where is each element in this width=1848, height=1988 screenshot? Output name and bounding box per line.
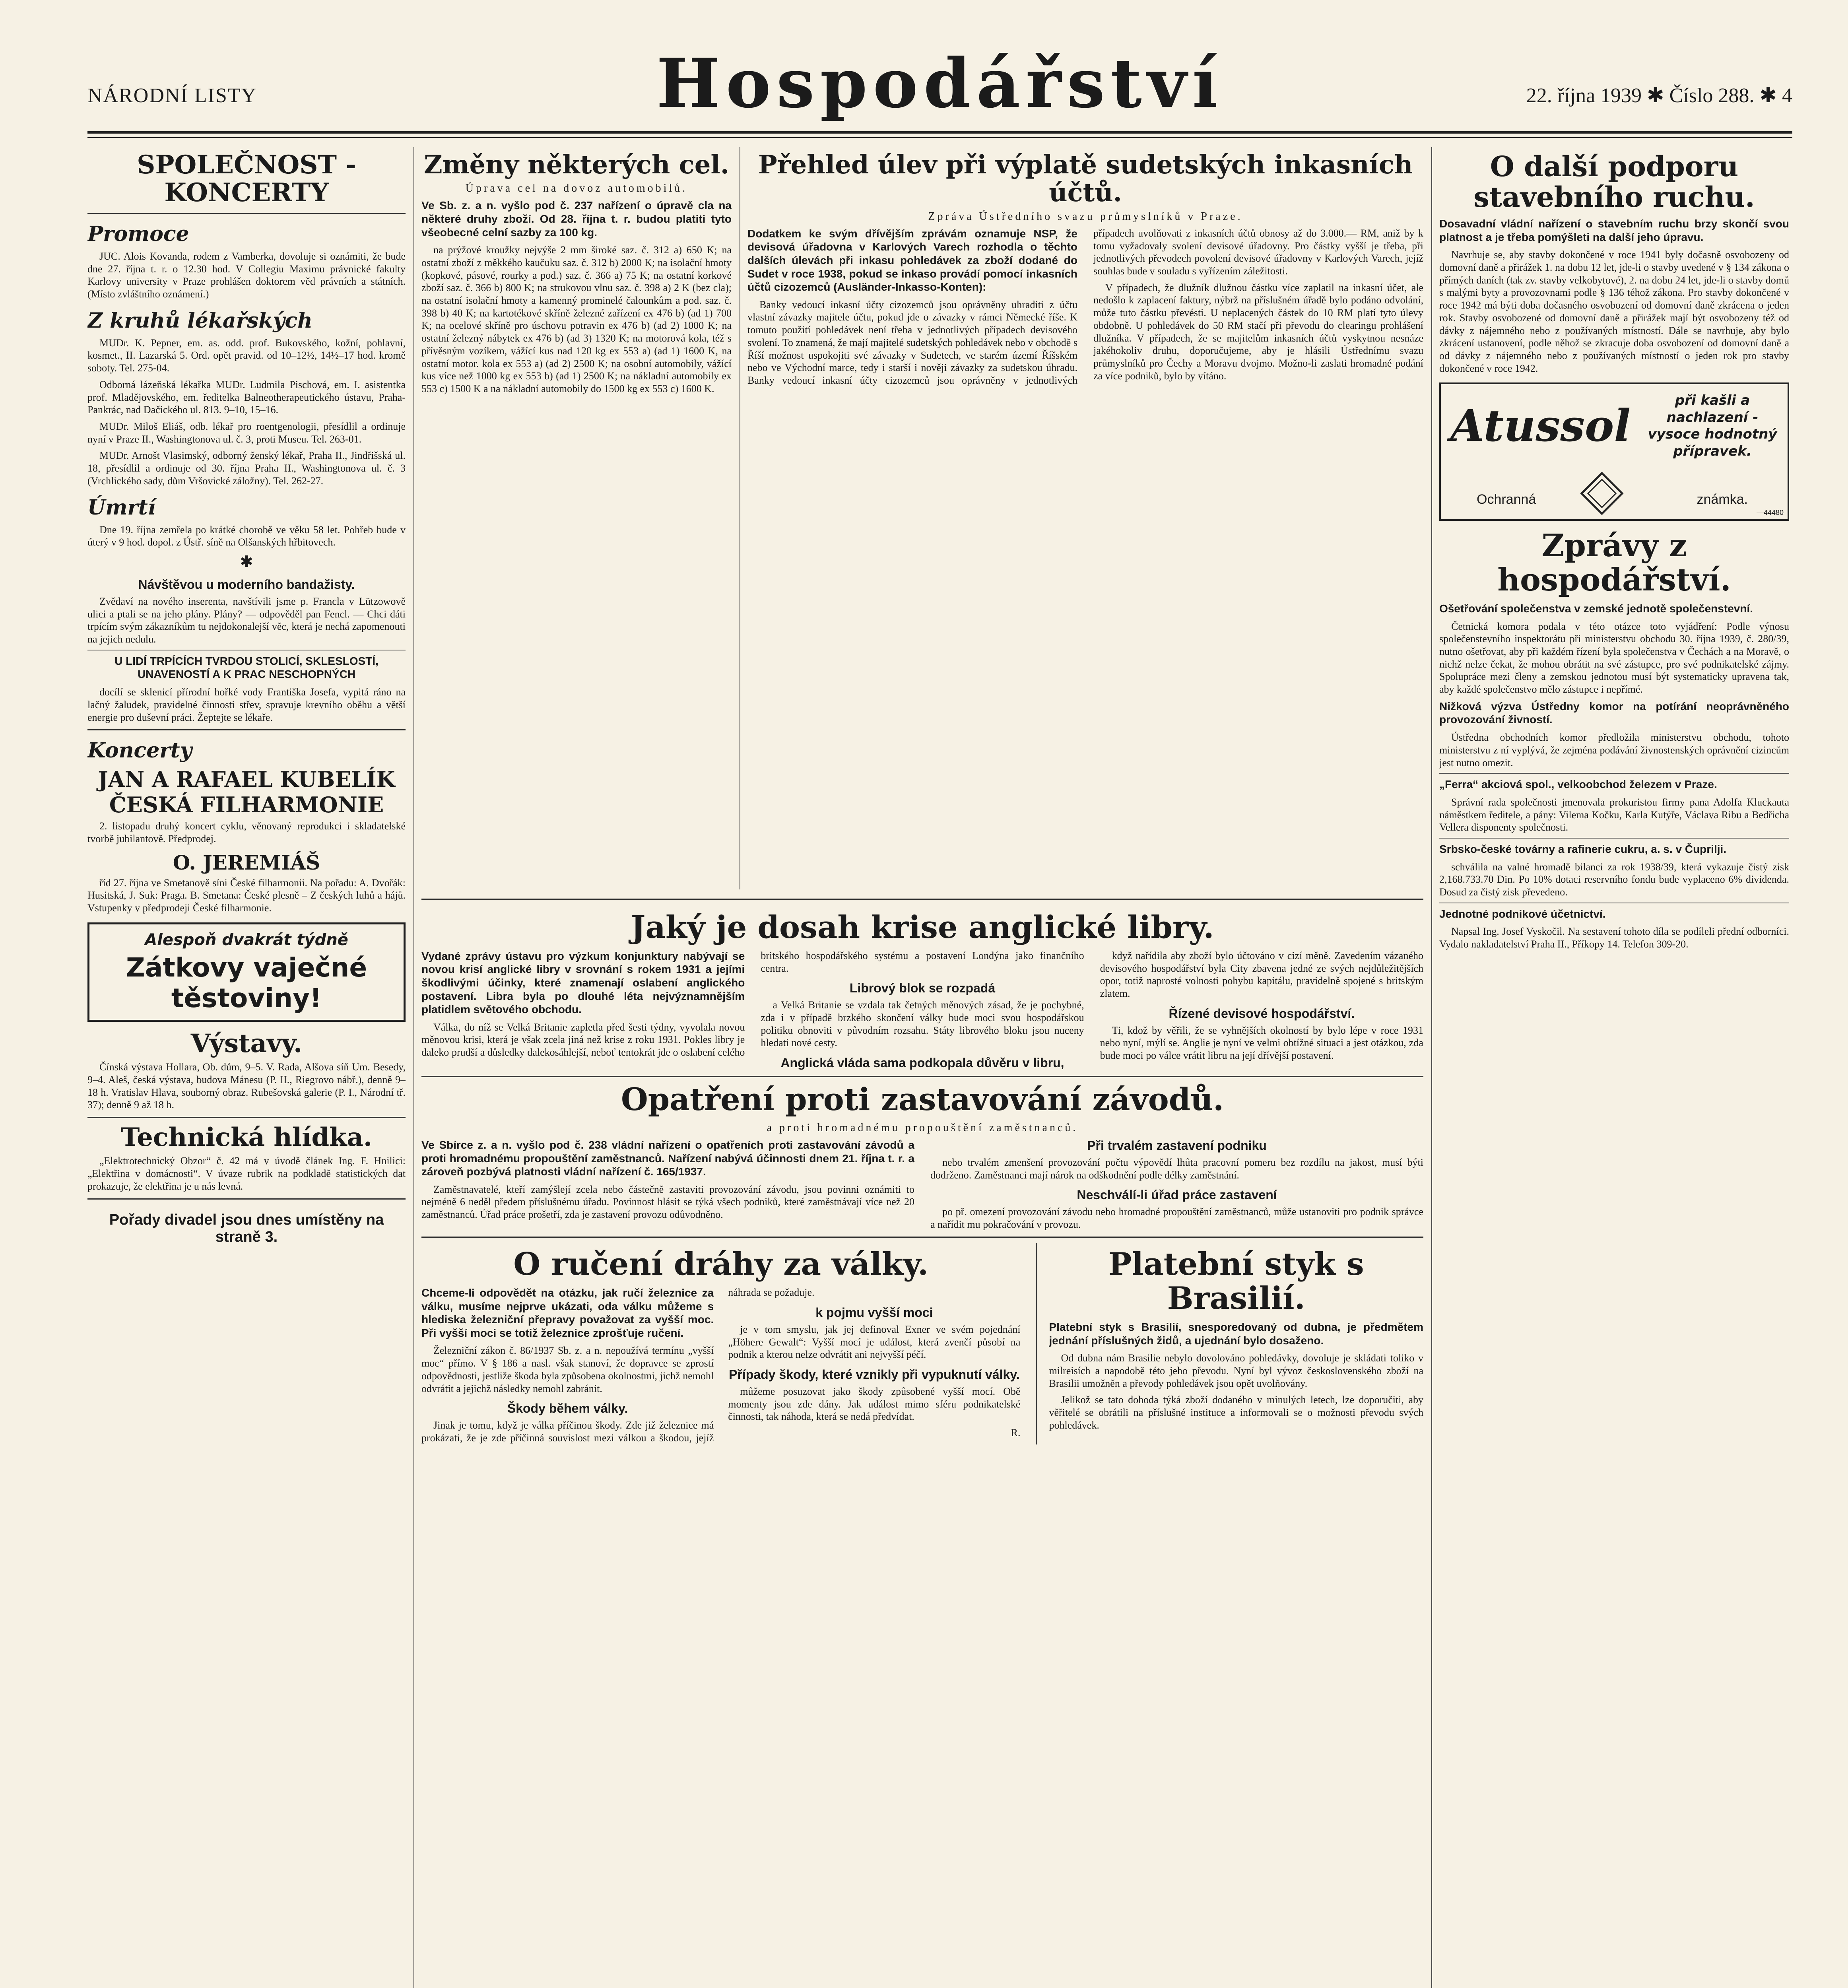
construction-text: Navrhuje se, aby stavby dokončené v roce 1941 byly dočasně osvobozeny od domovní daně a přirážek 1. na dobu 12 let, jde-li o stavby uvedené v § 134 zákona o přímých daních (tak zv. stavby velkobytové), 2. na dobu 24 let, jde-li o stavby domů s malými byty a provozovnami podle § 136 téhož zákona. Pro stavby dokončené v roce 1942 má býti doba dočasného osvobození od domovní daně zkrácena o jeden rok. Stavby osvobozené od domovní daně a přirážek mají být osvobozeny též od dávky z nájemného nebo z používaných místností. Dále se navrhuje, aby bylo zkrácení ustanovení, podle něhož se zkracuje doba osvobození od domovní daně a od dávky z nájemného nebo z používaných místností o jeden rok pro stavby dokončené v roce 1942. — [1439, 249, 1789, 374]
brazil-title: Platební styk s Brasilií. — [1108, 1246, 1364, 1317]
factories-subhead: Neschválí-li úřad práce zastavení — [1077, 1188, 1277, 1202]
bandagist-text: Zvědaví na nového inserenta, navštívili jsme p. Francla v Lützowově ulici a ptali se na jeho plány. Plány? — odpověděl pan Fencl. — Chci dáti trpícím svým zákazníkům tu nejdokonalejší věc, která je nechá zapomenouti na jejich nedulu. — [87, 596, 406, 645]
pound-subhead: Řízené devisové hospodářství. — [1169, 1006, 1355, 1021]
masthead-rule — [87, 131, 1792, 134]
column-title: SPOLEČNOST - KONCERTY — [137, 150, 356, 208]
brazil-article — [1036, 1243, 1423, 1444]
divider — [421, 1076, 1423, 1077]
lekari-text: MUDr. Arnošt Vlasimský, odborný ženský lékař, Praha II., Jindřišská ul. 18, přesídlil a ordinuje od 30. října Praha II., Washingtonova ul. č. 3 (Vrchlického sady, dům Vršovické záložny). Tel. 262-27. — [87, 450, 406, 487]
ad-headline: Zátkovy vaječné těstoviny! — [126, 952, 367, 1013]
pound-subhead: Anglická vláda sama podkopala důvěru v libru, — [780, 1056, 1064, 1070]
railway-subhead: Škody během války. — [507, 1401, 628, 1416]
customs-kicker: Úprava cel na dovoz automobilů. — [465, 182, 688, 195]
brazil-text: Jelikož se tato dohoda týká zboží dodaného v minulých letech, lze doporučiti, aby věřitelé se obrátili na příslušné instituce a informovali se o možnosti převodu svých pohledávek. — [1049, 1394, 1423, 1431]
pound-text: Ti, kdož by věřili, že se vyhnějších okolností by bylo lépe v roce 1931 nebo nyní, mýlí se. Anglie je nyní ve velmi obtížné situaci a jest otázkou, zda bude moci po válce vrátit libru na její dřívější postavení. — [1100, 1024, 1423, 1062]
divider — [1439, 773, 1789, 774]
construction-lead: Dosavadní vládní nařízení o stavebním ruchu brzy skončí svou platnost a je třeba pomýšleti na další jeho úpravu. — [1439, 217, 1789, 243]
news-text: Ústředna obchodních komor předložila ministerstvu obchodu, tohoto ministerstvu z ní vyplývá, že zejména podávání živnostenských oprávnění cizincům jest nutno omezit. — [1439, 732, 1789, 769]
technicka-text: „Elektrotechnický Obzor“ č. 42 má v úvodě článek Ing. F. Hnilici: „Elektřina v domácnosti“. V úvaze rubrik na podkladě statistických dat prokazuje, že elektřina je u nás levná. — [87, 1155, 406, 1192]
factories-text: nebo trvalém zmenšení provozování počtu výpovědí lhůta pracovní pomeru bez rozdílu na jakost, musí býti dodrženo. Zaměstnanci mají nárok na odškodnění podle délky zaměstnání. — [930, 1156, 1423, 1181]
divider — [1439, 838, 1789, 839]
srbsko-heading: Srbsko-české továrny a rafinerie cukru, a. s. v Čuprilji. — [1439, 843, 1727, 855]
divider — [87, 729, 406, 730]
pound-lead: Vydané zprávy ústavu pro výzkum konjunktury nabývají se novou krisí anglické libry v srovnání s rokem 1931 a jejími škodlivými účinky, které znamenají oslabení anglického postavení. Libra byla po dlouhé léta nejvýznamnějším platidlem světového obchodu. — [421, 949, 745, 1016]
railway-body — [421, 1286, 1020, 1444]
pound-title: Jaký je dosah krise anglické libry. — [631, 909, 1214, 945]
railway-text: Železniční zákon č. 86/1937 Sb. z. a n. nepoužívá termínu „vyšší moc“ přímo. V § 186 a nasl. však stanoví, že dopravce se zprostí odpovědnosti, jestliže škoda byla způsobena okolnostmi, jichž nemohl odvrátit a jejichž následky nemohl zabránit. — [421, 1345, 714, 1394]
ad-brand: Atussol — [1450, 400, 1631, 452]
ad-slogan: při kašli a nachlazení - vysoce hodnotný přípravek. — [1648, 392, 1777, 459]
ad-mark-label: známka. — [1697, 492, 1748, 507]
divider — [421, 1237, 1423, 1238]
bandagist-heading: Návštěvou u moderního bandažisty. — [138, 577, 355, 592]
dateline: 22. října 1939 ✱ Číslo 288. ✱ 4 — [1526, 84, 1792, 107]
accounting-text: Napsal Ing. Josef Vyskočil. Na sestavení tohoto díla se podíleli přední odborníci. Vydalo nakladatelství Praha II., Příkopy 14. Telefon 309-20. — [1439, 926, 1789, 950]
factories-text: Zaměstnavatelé, kteří zamýšlejí zcela nebo částečně zastaviti provozování závodu, jsou povinni oznámiti to nejméně 6 neděl předem příslušnému úřadu. Povinnost hlásit se týká všech podniků, které zaměstnávají více než 20 zaměstnanců. Úřad práce prošetří, zda je zastavení provozu odůvodněno. — [421, 1183, 914, 1221]
railway-article — [421, 1243, 1020, 1444]
srbsko-text: schválila na valné hromadě bilanci za rok 1938/39, která vykazuje čistý zisk 2,168.733.70 Din. Po 10% dotaci reservního fondu bude vyplaceno 6% dividenda. Dosud za čistý zisk převedeno. — [1439, 861, 1789, 898]
koncerty-heading: Koncerty — [87, 738, 192, 763]
sudeten-body — [747, 227, 1423, 387]
accounting-heading: Jednotné podnikové účetnictví. — [1439, 907, 1606, 920]
jeremias-text: říd 27. října ve Smetanově síni České filharmonii. Na pořadu: A. Dvořák: Husitská, J. Suk: Praga. B. Smetana: České plesně – Z českých luhů a hájů. Vstupenky v předprodeji České filharmonie. — [87, 877, 406, 914]
divider — [87, 1198, 406, 1200]
railway-signature: R. — [1011, 1427, 1021, 1439]
construction-title: O další podporu stavebního ruchu. — [1473, 150, 1755, 214]
factories-body — [421, 1138, 1423, 1231]
sudeten-text: Banky vedoucí inkasní účty cizozemců jsou oprávněny uhraditi z účtu vlastní závazky majitele účtu, pokud jde o závazky v rámci Německé říše. K tomuto použití pohledávek není třeba v jednotlivých případech devisového svolení. To znamená, že mají majitelé sudetských pohledávek nebo v obchodě s Říší možnost uspokojiti své závazky v Sudetech, ve starém území Říšském nebo ve Východní marce, tedy i starší i nověji závazky za sudetskou úhradu. Banky vedoucí inkasní účty cizozemců jsou oprávněny v jednotlivých případech uvolňovati z inkasních účtů obnosy až do 3.000.— RM, aniž by k tomu vyžadovaly svolení devisové úřadovny. Pro částky vyšší je třeba, při jednotlivých převodech povolení devisové úřadovny v Karlových Varech, jejíž souhlas bude v souladu s vyřízením záležitosti. — [747, 227, 1423, 386]
umrti-heading: Úmrtí — [87, 495, 156, 520]
column-divider — [1431, 147, 1432, 1988]
atussol-ad — [1439, 382, 1789, 521]
pound-subhead: Librový blok se rozpadá — [849, 981, 996, 996]
sudeten-title: Přehled úlev při výplatě sudetských inkasních účtů. — [758, 150, 1413, 208]
divider — [87, 1117, 406, 1118]
pound-text: když nařídila aby zboží bylo účtováno v cizí měně. Zavedením vázaného devisového hospodářství byla City zbavena jedné ze svých nejdůležitějších opor, totiž naprosté volnosti pohybu kapitálu, pravidelně spojené s britským zlatem. — [1100, 949, 1423, 999]
lower-articles — [421, 907, 1423, 1988]
railway-text: Jinak je tomu, když je válka příčinou škody. Zde již železnice má prokázati, že je zde příčinná souvislost mezi válkou a škodou, jejíž náhrada se požaduje. — [421, 1287, 815, 1444]
railway-subhead: k pojmu vyšší moci — [815, 1305, 933, 1320]
customs-title: Změny některých cel. — [424, 150, 729, 180]
railway-title: O ručení dráhy za války. — [513, 1246, 929, 1283]
ad-tagline: Alespoň dvakrát týdně — [145, 930, 348, 949]
column-sudeten — [747, 147, 1423, 895]
masthead-rule-thin — [87, 137, 1792, 138]
railway-text: je v tom smyslu, jak jej definoval Exner ve svém pojednání „Höhere Gewalt“: Vyšší mocí je událost, která zvenčí působí na podnik a kterou nelze odvrátit ani nejvyšší péčí. — [728, 1323, 1021, 1361]
concert-text: 2. listopadu druhý koncert cyklu, věnovaný reprodukci i skladatelské tvorbě jubilantově. Předprodej. — [87, 820, 406, 845]
news-subhead: Nižková výzva Ústředny komor na potírání neoprávněného provozování živností. — [1439, 700, 1789, 726]
railway-subhead: Případy škody, které vznikly při vypuknutí války. — [729, 1367, 1020, 1382]
ulidi-text: docílí se sklenicí přírodní hořké vody Františka Josefa, vypitá ráno na lačný žaludek, pravidelné činnosti střev, spravuje krevního oběhu a větší energie pro duševní práci. Žeptejte se lékaře. — [87, 686, 406, 723]
brazil-text: Od dubna nám Brasilie nebylo dovolováno pohledávky, dovoluje je skládati toliko v milreisích a napodobě této jeho převodu. Nyní byl vývoz československého zboží na Brasilii umožněn a převody pohledávek jsou opět uvolňovány. — [1049, 1352, 1423, 1389]
factories-subhead: Při trvalém zastavení podniku — [1087, 1138, 1267, 1153]
ferra-text: Správní rada společnosti jmenovala prokuristou firmy pana Adolfa Kluckauta náměstkem ředitele, a pány: Vilema Kočku, Karla Kutýře, Václava Ribu a Bedřicha Vellera disponenty společnosti. — [1439, 796, 1789, 833]
bottom-row — [421, 1243, 1423, 1444]
umrti-text: Dne 19. října zemřela po krátké chorobě ve věku 58 let. Pohřeb bude v úterý v 9 hod. dopol. z Ústř. síně na Olšanských hřbitovech. — [87, 524, 406, 548]
divider — [421, 899, 1423, 900]
asterisk-icon: ✱ — [240, 553, 253, 571]
column-customs — [421, 147, 732, 895]
pound-text: Válka, do níž se Velká Britanie zapletla před šesti týdny, vyvolala novou měnovou krisi, která je však zcela jiná než krise z roku 1931. Pokles libry je daleko prudší a důsledky dalekosáhlejší, neboť tentokrát jde o oslabení celého britského hospodářského systému a postavení Londýna jako finančního centra. — [421, 949, 1084, 1058]
factories-text: po př. omezení provozování závodu nebo hromadné propouštění zaměstnanců, může ustanoviti pro podnik správce a nařídit mu pokračování v provozu. — [930, 1206, 1423, 1231]
ulidi-heading: U LIDÍ TRPÍCÍCH TVRDOU STOLICÍ, SKLESLOSTÍ, UNAVENOSTÍ A K PRAC NESCHOPNÝCH — [115, 654, 379, 681]
lekari-heading: Z kruhů lékařských — [87, 308, 313, 333]
technicka-heading: Technická hlídka. — [120, 1122, 373, 1153]
lekari-text: Odborná lázeňská lékařka MUDr. Ludmila Pischová, em. I. asistentka prof. Mladějovského, em. ředitelka Balneotherapeutického ústavu, Praha-Pankrác, nad Dačického ul. 813. 9–10, 15–16. — [87, 379, 406, 416]
lekari-text: MUDr. Miloš Eliáš, odb. lékař pro roentgenologii, přesídlil a ordinuje nyní v Praze II., Washingtonova ul. č. 3, proti Museu. Tel. 263-01. — [87, 420, 406, 445]
column-construction — [1439, 147, 1789, 1988]
vystavy-text: Čínská výstava Hollara, Ob. dům, 9–5. V. Rada, Alšova síň Um. Besedy, 9–4. Aleš, česká výstava, budova Mánesu (P. II., Riegrovo nábř.), denně 9–18 h. Vratislav Hlava, souborný obraz. Rubešovská galerie (P. I., Národní tř. 37); denně 9 až 18 h. — [87, 1061, 406, 1111]
column-divider — [413, 147, 414, 1988]
promoce-text: JUC. Alois Kovanda, rodem z Vamberka, dovoluje si oznámiti, že bude dne 27. října t. r. o 12.30 hod. V Collegiu Maximu právnické fakulty Karlovy university v Praze prohlášen doktorem věd právních a státních. (Místo zvláštního oznámení.) — [87, 250, 406, 300]
ferra-heading: „Ferra“ akciová spol., velkoobchod železem v Praze. — [1439, 778, 1717, 791]
theatre-note: Pořady divadel jsou dnes umístěny na straně 3. — [109, 1211, 384, 1245]
customs-lead: Ve Sb. z. a n. vyšlo pod č. 237 nařízení o úpravě cla na některé druhy zboží. Od 28. října t. r. budou platiti tyto všeobecné celní sazby za 100 kg. — [421, 199, 732, 239]
sudeten-text: V případech, že dlužník dlužnou částku více zaplatil na inkasní účet, ale nedošlo k zaplacení faktury, nýbrž na příslušném úřadě bylo podáno odvolání, může tuto částku převésti. U neplacených částek do 10 RM platí tyto úlevy obdobně. U pohledávek do 50 RM stačí při převodu do clearingu prohlášení dlužníka. V případech, že se majitelům inkasních účtů vyskytnou nesnáze jakéhokoliv druhu, doporučujeme, aby je hlásili Ústřednímu svazu průmyslníků pro Čechy a Moravu dvojmo. Možno-li zaslati hromadné podání za více podniků, bylo by vítáno. — [1093, 282, 1423, 382]
pound-body — [421, 949, 1423, 1070]
column-society-concerts — [87, 147, 406, 1988]
masthead — [87, 44, 1792, 123]
lidka-logo-icon — [1580, 472, 1624, 515]
section-title: Hospodářství — [656, 44, 1224, 123]
brazil-lead: Platební styk s Brasilií, snesporedovaný od dubna, je předmětem jednání příslušných židů, a ujednání bylo dosaženo. — [1049, 1320, 1423, 1347]
ad-code: —44480 — [1756, 509, 1784, 517]
factories-kicker: a proti hromadnému propouštění zaměstnanců. — [767, 1121, 1078, 1134]
news-title: Zprávy z hospodářství. — [1497, 528, 1731, 598]
sudeten-lead: Dodatkem ke svým dřívějším zprávám oznamuje NSP, že devisová úřadovna v Karlových Varech rozhodla o těchto dalších úlevách při inkasu pohledávek za zboží dodané do Sudet v roce 1938, pokud se inkaso provádí pomocí inkasních účtů cizozemců (Ausländer-Inkasso-Konten): — [747, 227, 1077, 293]
factories-lead: Ve Sbírce z. a n. vyšlo pod č. 238 vládní nařízení o opatřeních proti zastavování závodů a proti hromadnému propouštění zaměstnanců. Nařízení nabývá účinnosti dnem 21. října t. r. a zároveň pozbývá platnosti vládní nařízení č. 165/1937. — [421, 1138, 914, 1178]
factories-title: Opatření proti zastavování závodů. — [621, 1081, 1224, 1118]
railway-text: můžeme posuzovat jako škody způsobené vyšší mocí. Obě momenty jsou zde dány. Jak událost mimo sféru podnikatelské činnosti, tak náhoda, která se nedá předvídat. — [728, 1385, 1021, 1423]
pound-text: a Velká Britanie se vzdala tak četných měnových zásad, že je pochybné, zda i v případě brzkého skončení války bude moci svou hospodářskou politiku obnoviti v původním rozsahu. Státy librového bloku jsou nuceny hledati nové cesty. — [761, 999, 1084, 1049]
promoce-heading: Promoce — [87, 221, 189, 246]
divider — [87, 213, 406, 214]
railway-lead: Chceme-li odpovědět na otázku, jak ručí železnice za válku, musíme nejprve ukázati, oda válku můžeme s hlediska železniční přepravy považovat za vyšší moc. Při vyšší moci se totiž železnice zprošťuje ručení. — [421, 1287, 714, 1339]
news-text: Četnická komora podala v této otázce toto vyjádření: Podle výnosu společenstevního inspektorátu při ministerstvu obchodu 30. října 1939, č. 280/39, nutno ošetřovat, aby při každém řízení byla společenstva v Čechách a na Moravě, o nichž nelze čekat, že mohou obrátit na své zástupce, pro své podnikatelské zájmy. Spolupráce mezi členy a zemskou jednotou musí být systematicky upravena tak, aby každé společenstvo mělo zástupce i nepřímé. — [1439, 620, 1789, 695]
concert-headline: JAN A RAFAEL KUBELÍK ČESKÁ FILHARMONIE — [98, 767, 395, 818]
paper-name: NÁRODNÍ LISTY — [87, 84, 257, 107]
zatka-ad — [87, 922, 406, 1022]
lekari-text: MUDr. K. Pepner, em. as. odd. prof. Bukovského, kožní, pohlavní, kosmet., II. Lazarská 5. Ord. opět pravid. od 10–12½, 14½–17 hod. kromě soboty. Tel. 275-04. — [87, 337, 406, 374]
jeremias-heading: O. JEREMIÁŠ — [173, 850, 320, 874]
vystavy-heading: Výstavy. — [190, 1028, 303, 1058]
ad-protection-label: Ochranná — [1477, 492, 1536, 507]
news-subhead: Ošetřování společenstva v zemské jednotě společenstevní. — [1439, 602, 1753, 615]
customs-text: na prýžové kroužky nejvýše 2 mm široké saz. č. 312 a) 650 K; na ostatní zboží z měkkého kaučuku saz. č. 312 b) 2000 K; na isolační hmoty (kopkové, pásové, rourky a pod.) saz. č. 366 a) 75 K; na ostatní korkové zboží saz. č. 366 b) 800 K; na strukovou vlnu saz. č. 398 a) 2 K (bez cla); na ostatní isolační hmoty a kamenný prominelé čalounkům a pod. saz. č. 398 b) 40 K; na kartotékové skříně železné zařízení ex 476 b) (ad 1) 700 K; na ocelové skříně pro úschovu potravin ex 476 b) (ad 2) 1000 K; na ostatní železný nábytek ex 476 b) (ad 3) 1320 K; na motorová kola, též s přívěsným vozíkem, vážící kus nad 120 kg ex 553 a) (ad 1) 1600 K, na ostatní motor. kola ex 553 a) (ad 2) 2500 K; na osobní automobily, vážící kus více než 1000 kg ex 553 b) (ad 1) 2500 K; na nákladní automobily ex 553 c) 1500 K a na nákladní automobily do 1500 kg ex 553 c) 1600 K. — [421, 244, 732, 395]
sudeten-kicker: Zpráva Ústředního svazu průmyslníků v Praze. — [928, 210, 1243, 223]
